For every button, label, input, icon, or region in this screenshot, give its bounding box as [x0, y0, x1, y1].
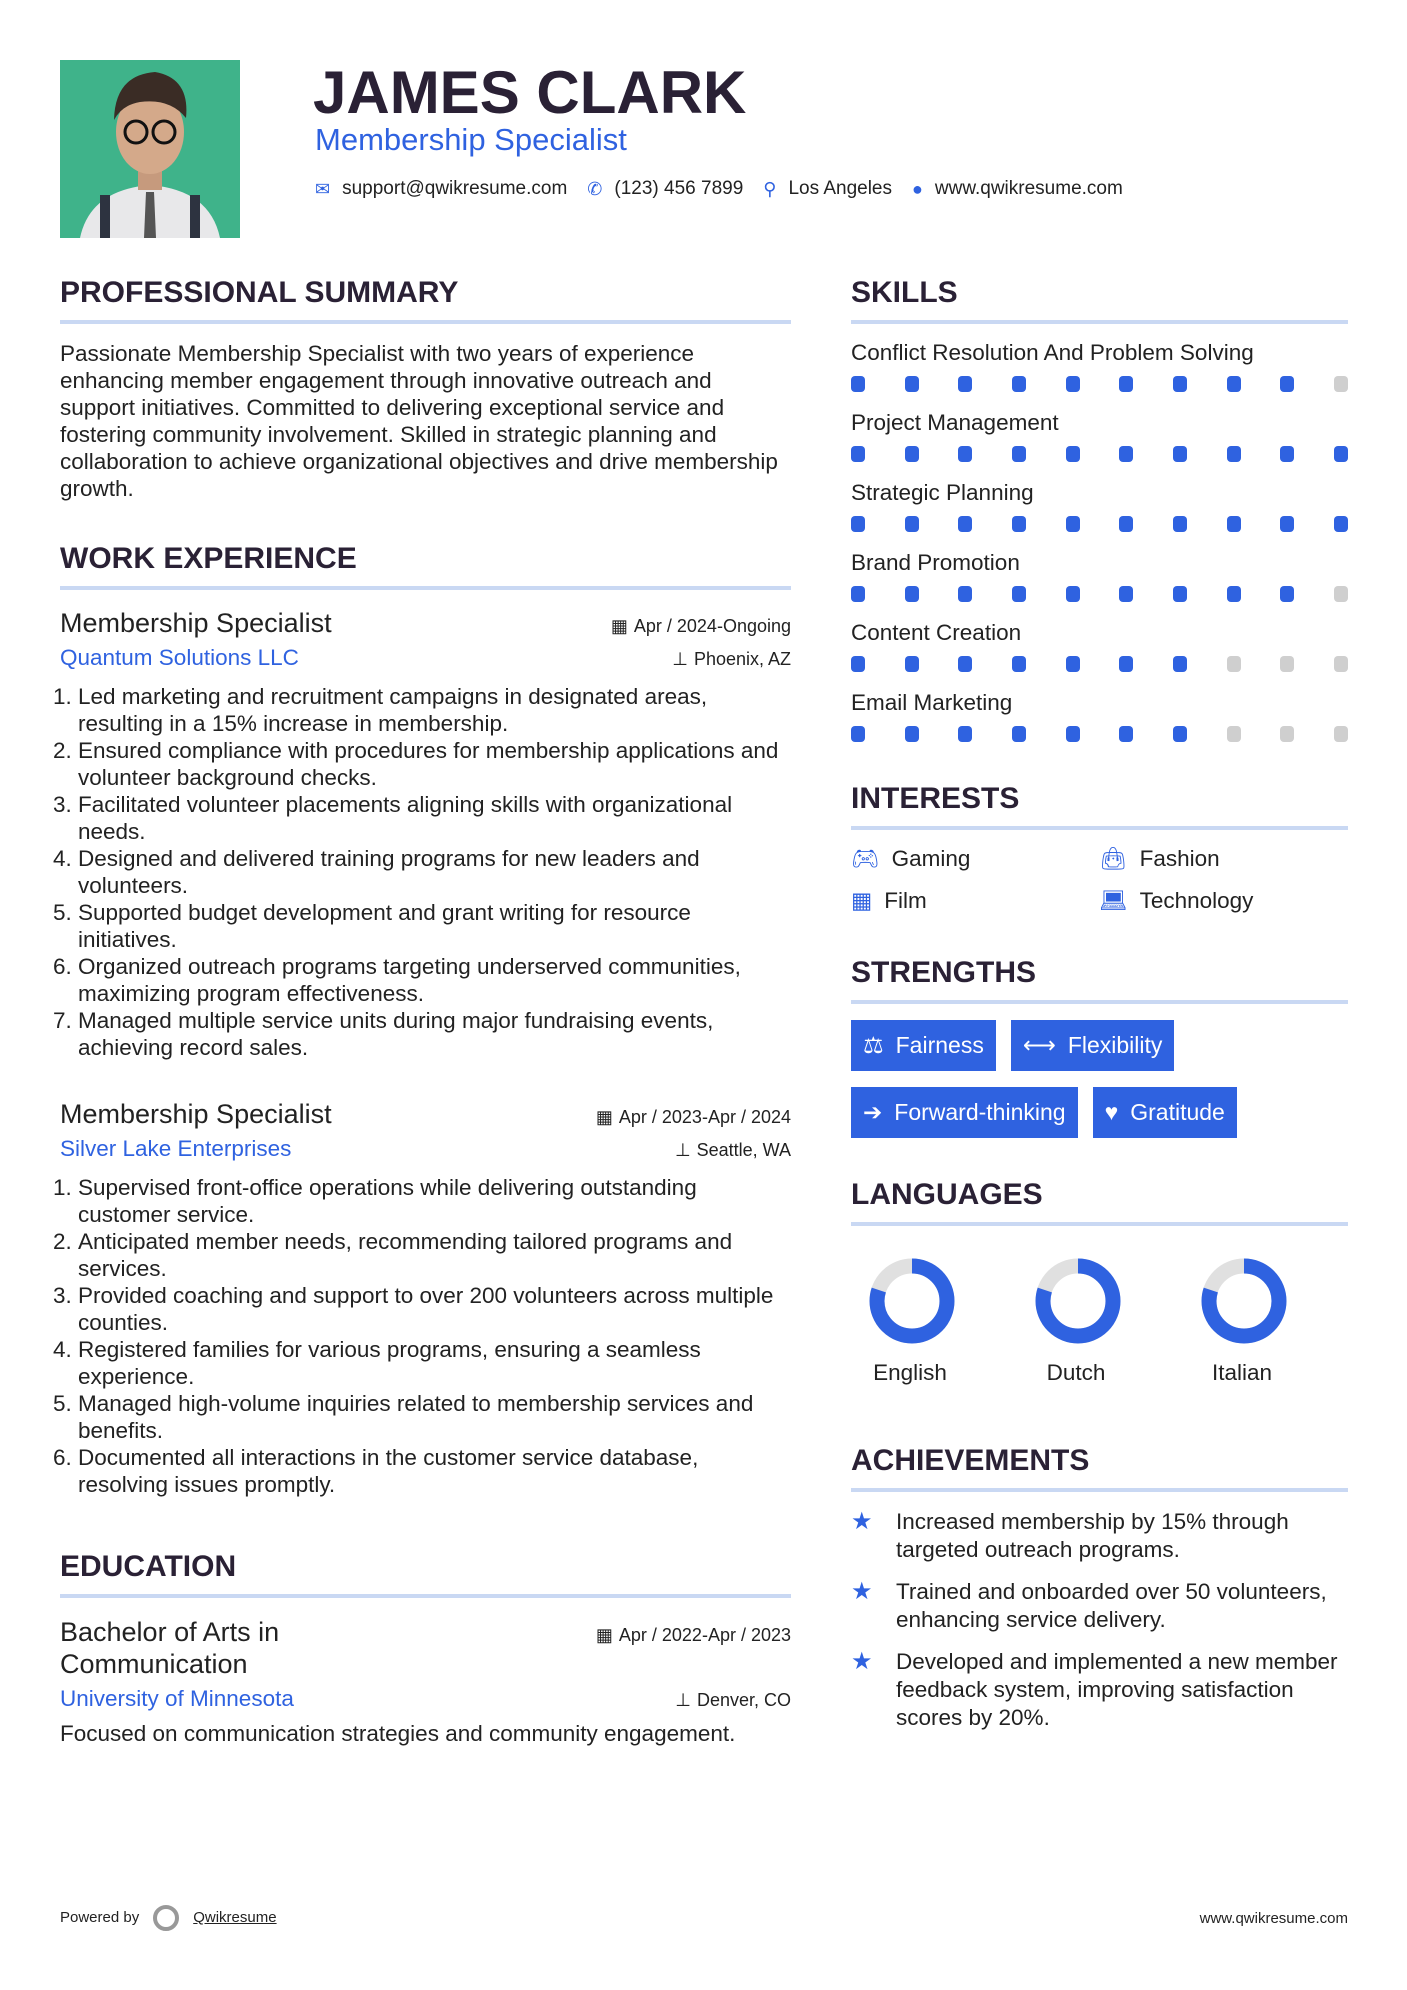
company: Quantum Solutions LLC [60, 645, 299, 670]
skill-level-dot [1334, 376, 1348, 392]
skill-level-dot [958, 726, 972, 742]
heart-icon: ♥ [1104, 1099, 1119, 1125]
footer-site[interactable]: www.qwikresume.com [1199, 1909, 1348, 1927]
skill-level-dot [1334, 446, 1348, 462]
skill-level-dot [851, 586, 865, 602]
skill-level-dot [1280, 586, 1294, 602]
skill-level-dot [1280, 516, 1294, 532]
location: Los Angeles [788, 178, 892, 199]
language-donut [1033, 1256, 1123, 1346]
footer [60, 1905, 1348, 1931]
skill-name: Email Marketing [851, 690, 1013, 715]
work-heading: WORK EXPERIENCE [60, 542, 791, 590]
skill-item [851, 410, 1348, 462]
skill-level-dot [1173, 586, 1187, 602]
skill-name: Project Management [851, 410, 1059, 435]
skill-level-dot [1066, 726, 1080, 742]
skill-level-dot [851, 446, 865, 462]
right-column [851, 276, 1348, 1746]
skill-level-dot [1227, 446, 1241, 462]
job-duties [60, 683, 791, 1061]
duty-item: 4. Designed and delivered training programs for new leaders and volunteers. [78, 845, 791, 899]
skill-level-dot [905, 656, 919, 672]
website[interactable]: www.qwikresume.com [934, 178, 1123, 199]
pin-icon: ⊥ [672, 649, 688, 669]
skill-level-dot [1119, 376, 1133, 392]
qwikresume-logo-icon [153, 1905, 179, 1931]
skill-rating [851, 726, 1348, 742]
skill-level-dot [1280, 446, 1294, 462]
skill-level-dot [851, 376, 865, 392]
skill-level-dot [1227, 586, 1241, 602]
star-icon: ★ [851, 1578, 873, 1605]
skill-level-dot [851, 516, 865, 532]
phone-icon: ✆ [587, 178, 603, 199]
job-date: Apr / 2023-Apr / 2024 [618, 1107, 791, 1127]
skill-item [851, 550, 1348, 602]
skill-level-dot [1119, 516, 1133, 532]
language-item [1033, 1256, 1119, 1386]
education-date: Apr / 2022-Apr / 2023 [618, 1625, 791, 1645]
achievement-item [851, 1578, 1348, 1634]
interests-heading: INTERESTS [851, 782, 1348, 830]
language-donut [867, 1256, 957, 1346]
skill-level-dot [1119, 656, 1133, 672]
skill-level-dot [1066, 656, 1080, 672]
skill-level-dot [1227, 726, 1241, 742]
skill-level-dot [1334, 586, 1348, 602]
envelope-icon: ✉ [315, 178, 331, 199]
arrows-horizontal-icon: ⟷ [1022, 1032, 1056, 1058]
balance-scale-icon: ⚖ [863, 1032, 884, 1058]
skill-level-dot [958, 446, 972, 462]
achievement-item [851, 1648, 1348, 1732]
duty-item: 7. Managed multiple service units during major fundraising events, achieving record sales. [78, 1007, 791, 1061]
duty-item: 3. Facilitated volunteer placements aligning skills with organizational needs. [78, 791, 791, 845]
calendar-icon: ▦ [610, 616, 628, 636]
summary-text: Passionate Membership Specialist with two years of experience enhancing member engagement through innovative outreach and support initiatives. Committed to delivering exceptional service and fostering community involvement. Skilled in strategic planning and collaboration to achieve organizational objectives and drive membership growth. [60, 341, 778, 501]
phone: (123) 456 7899 [614, 178, 744, 199]
skill-item [851, 690, 1348, 742]
contact-bar [315, 178, 1143, 200]
globe-icon: ● [912, 178, 923, 199]
skill-level-dot [1066, 586, 1080, 602]
education-entry [60, 1616, 791, 1747]
email[interactable]: support@qwikresume.com [342, 178, 568, 199]
achievement-text: Developed and implemented a new member feedback system, improving satisfaction scores by 20%. [896, 1649, 1338, 1730]
interest-label: Fashion [1139, 846, 1220, 871]
profile-photo [60, 60, 240, 238]
duty-item: 2. Anticipated member needs, recommending tailored programs and services. [78, 1228, 791, 1282]
interest-label: Film [884, 888, 927, 913]
job-location: Seattle, WA [696, 1140, 791, 1160]
school: University of Minnesota [60, 1686, 294, 1711]
duty-item: 3. Provided coaching and support to over 200 volunteers across multiple counties. [78, 1282, 791, 1336]
education-location: Denver, CO [696, 1690, 791, 1710]
job-entry [60, 608, 791, 1061]
powered-by: Powered by [60, 1908, 140, 1926]
skill-level-dot [1227, 516, 1241, 532]
degree: Bachelor of Arts in Communication [60, 1617, 280, 1679]
skill-level-dot [1012, 376, 1026, 392]
skill-rating [851, 446, 1348, 462]
skill-level-dot [1227, 656, 1241, 672]
skill-name: Conflict Resolution And Problem Solving [851, 340, 1254, 365]
strengths-heading: STRENGTHS [851, 956, 1348, 1004]
skill-level-dot [1066, 516, 1080, 532]
strength-tag [1093, 1087, 1237, 1138]
duty-item: 6. Organized outreach programs targeting underserved communities, maximizing program effectiveness. [78, 953, 791, 1007]
skill-level-dot [905, 516, 919, 532]
skill-name: Strategic Planning [851, 480, 1034, 505]
skill-level-dot [958, 516, 972, 532]
skill-level-dot [905, 586, 919, 602]
candidate-title: Membership Specialist [315, 122, 627, 157]
summary-heading: PROFESSIONAL SUMMARY [60, 276, 791, 324]
skill-level-dot [958, 586, 972, 602]
achievement-item [851, 1508, 1348, 1564]
skill-level-dot [905, 376, 919, 392]
skill-level-dot [1066, 446, 1080, 462]
education-heading: EDUCATION [60, 1550, 791, 1598]
skill-level-dot [958, 376, 972, 392]
pin-icon: ⊥ [675, 1690, 691, 1710]
job-entry [60, 1099, 791, 1498]
job-title: Membership Specialist [60, 608, 332, 638]
skill-level-dot [958, 656, 972, 672]
language-name: English [873, 1360, 947, 1385]
company: Silver Lake Enterprises [60, 1136, 292, 1161]
strength-tag [1011, 1020, 1175, 1071]
skill-level-dot [1334, 656, 1348, 672]
skill-level-dot [1012, 586, 1026, 602]
skill-rating [851, 516, 1348, 532]
duty-item: 5. Managed high-volume inquiries related to membership services and benefits. [78, 1390, 791, 1444]
left-column [60, 276, 791, 1747]
interest-item [1099, 888, 1339, 914]
skill-rating [851, 656, 1348, 672]
skill-level-dot [1280, 656, 1294, 672]
star-icon: ★ [851, 1648, 873, 1675]
shopping-bag-icon: 👜︎ [1099, 846, 1128, 871]
duty-item: 2. Ensured compliance with procedures for membership applications and volunteer background checks. [78, 737, 791, 791]
skill-level-dot [1119, 446, 1133, 462]
film-icon: ▦ [851, 888, 873, 913]
achievement-text: Trained and onboarded over 50 volunteers, enhancing service delivery. [896, 1579, 1327, 1632]
skill-level-dot [1119, 726, 1133, 742]
skill-level-dot [1119, 586, 1133, 602]
strength-label: Gratitude [1130, 1099, 1225, 1125]
brand-link[interactable]: Qwikresume [193, 1908, 277, 1926]
interest-item [1099, 846, 1339, 872]
skill-level-dot [851, 726, 865, 742]
skill-item [851, 480, 1348, 532]
candidate-name: JAMES CLARK [313, 59, 747, 126]
skill-level-dot [1012, 516, 1026, 532]
skill-level-dot [1012, 726, 1026, 742]
skill-name: Brand Promotion [851, 550, 1020, 575]
duty-item: 5. Supported budget development and grant writing for resource initiatives. [78, 899, 791, 953]
map-pin-icon: ⚲ [763, 178, 777, 199]
skill-level-dot [1280, 726, 1294, 742]
skill-rating [851, 586, 1348, 602]
skill-level-dot [1012, 656, 1026, 672]
laptop-icon: 💻︎ [1099, 888, 1128, 913]
skill-level-dot [905, 446, 919, 462]
skill-level-dot [1173, 446, 1187, 462]
skill-name: Content Creation [851, 620, 1022, 645]
strength-tag [851, 1087, 1078, 1138]
languages-heading: LANGUAGES [851, 1178, 1348, 1226]
skill-level-dot [905, 726, 919, 742]
interest-label: Gaming [891, 846, 971, 871]
strength-label: Forward-thinking [894, 1099, 1066, 1125]
skill-level-dot [1066, 376, 1080, 392]
arrow-right-icon: ➔ [863, 1099, 883, 1125]
skill-item [851, 340, 1348, 392]
skill-level-dot [1173, 656, 1187, 672]
pin-icon: ⊥ [674, 1140, 691, 1160]
skill-level-dot [1280, 376, 1294, 392]
skill-level-dot [1227, 376, 1241, 392]
calendar-icon: ▦ [595, 1625, 613, 1645]
skill-rating [851, 376, 1348, 392]
achievement-text: Increased membership by 15% through targeted outreach programs. [896, 1509, 1289, 1562]
achievements-heading: ACHIEVEMENTS [851, 1444, 1348, 1492]
interest-label: Technology [1139, 888, 1254, 913]
strength-label: Fairness [895, 1032, 984, 1058]
duty-item: 4. Registered families for various programs, ensuring a seamless experience. [78, 1336, 791, 1390]
education-text: Focused on communication strategies and community engagement. [60, 1721, 736, 1746]
language-name: Italian [1211, 1360, 1273, 1385]
star-icon: ★ [851, 1508, 873, 1535]
job-title: Membership Specialist [60, 1099, 332, 1129]
interest-item [851, 888, 1099, 914]
language-item [1199, 1256, 1285, 1386]
skill-level-dot [851, 656, 865, 672]
strength-tag [851, 1020, 996, 1071]
duty-item: 1. Supervised front-office operations while delivering outstanding customer service. [78, 1174, 791, 1228]
skill-level-dot [1173, 726, 1187, 742]
job-date: Apr / 2024-Ongoing [633, 616, 791, 636]
calendar-icon: ▦ [595, 1107, 613, 1127]
job-duties [60, 1174, 791, 1498]
duty-item: 6. Documented all interactions in the customer service database, resolving issues promptly. [78, 1444, 791, 1498]
skill-level-dot [1173, 516, 1187, 532]
language-donut [1199, 1256, 1289, 1346]
skill-item [851, 620, 1348, 672]
skill-level-dot [1012, 446, 1026, 462]
language-name: Dutch [1046, 1360, 1106, 1385]
duty-item: 1. Led marketing and recruitment campaigns in designated areas, resulting in a 15% increase in membership. [78, 683, 791, 737]
strength-label: Flexibility [1067, 1032, 1163, 1058]
skill-level-dot [1173, 376, 1187, 392]
language-item [867, 1256, 953, 1386]
skill-level-dot [1334, 726, 1348, 742]
job-location: Phoenix, AZ [693, 649, 791, 669]
interest-item [851, 846, 1099, 872]
skills-heading: SKILLS [851, 276, 1348, 324]
gamepad-icon: 🎮︎ [851, 846, 880, 871]
skill-level-dot [1334, 516, 1348, 532]
